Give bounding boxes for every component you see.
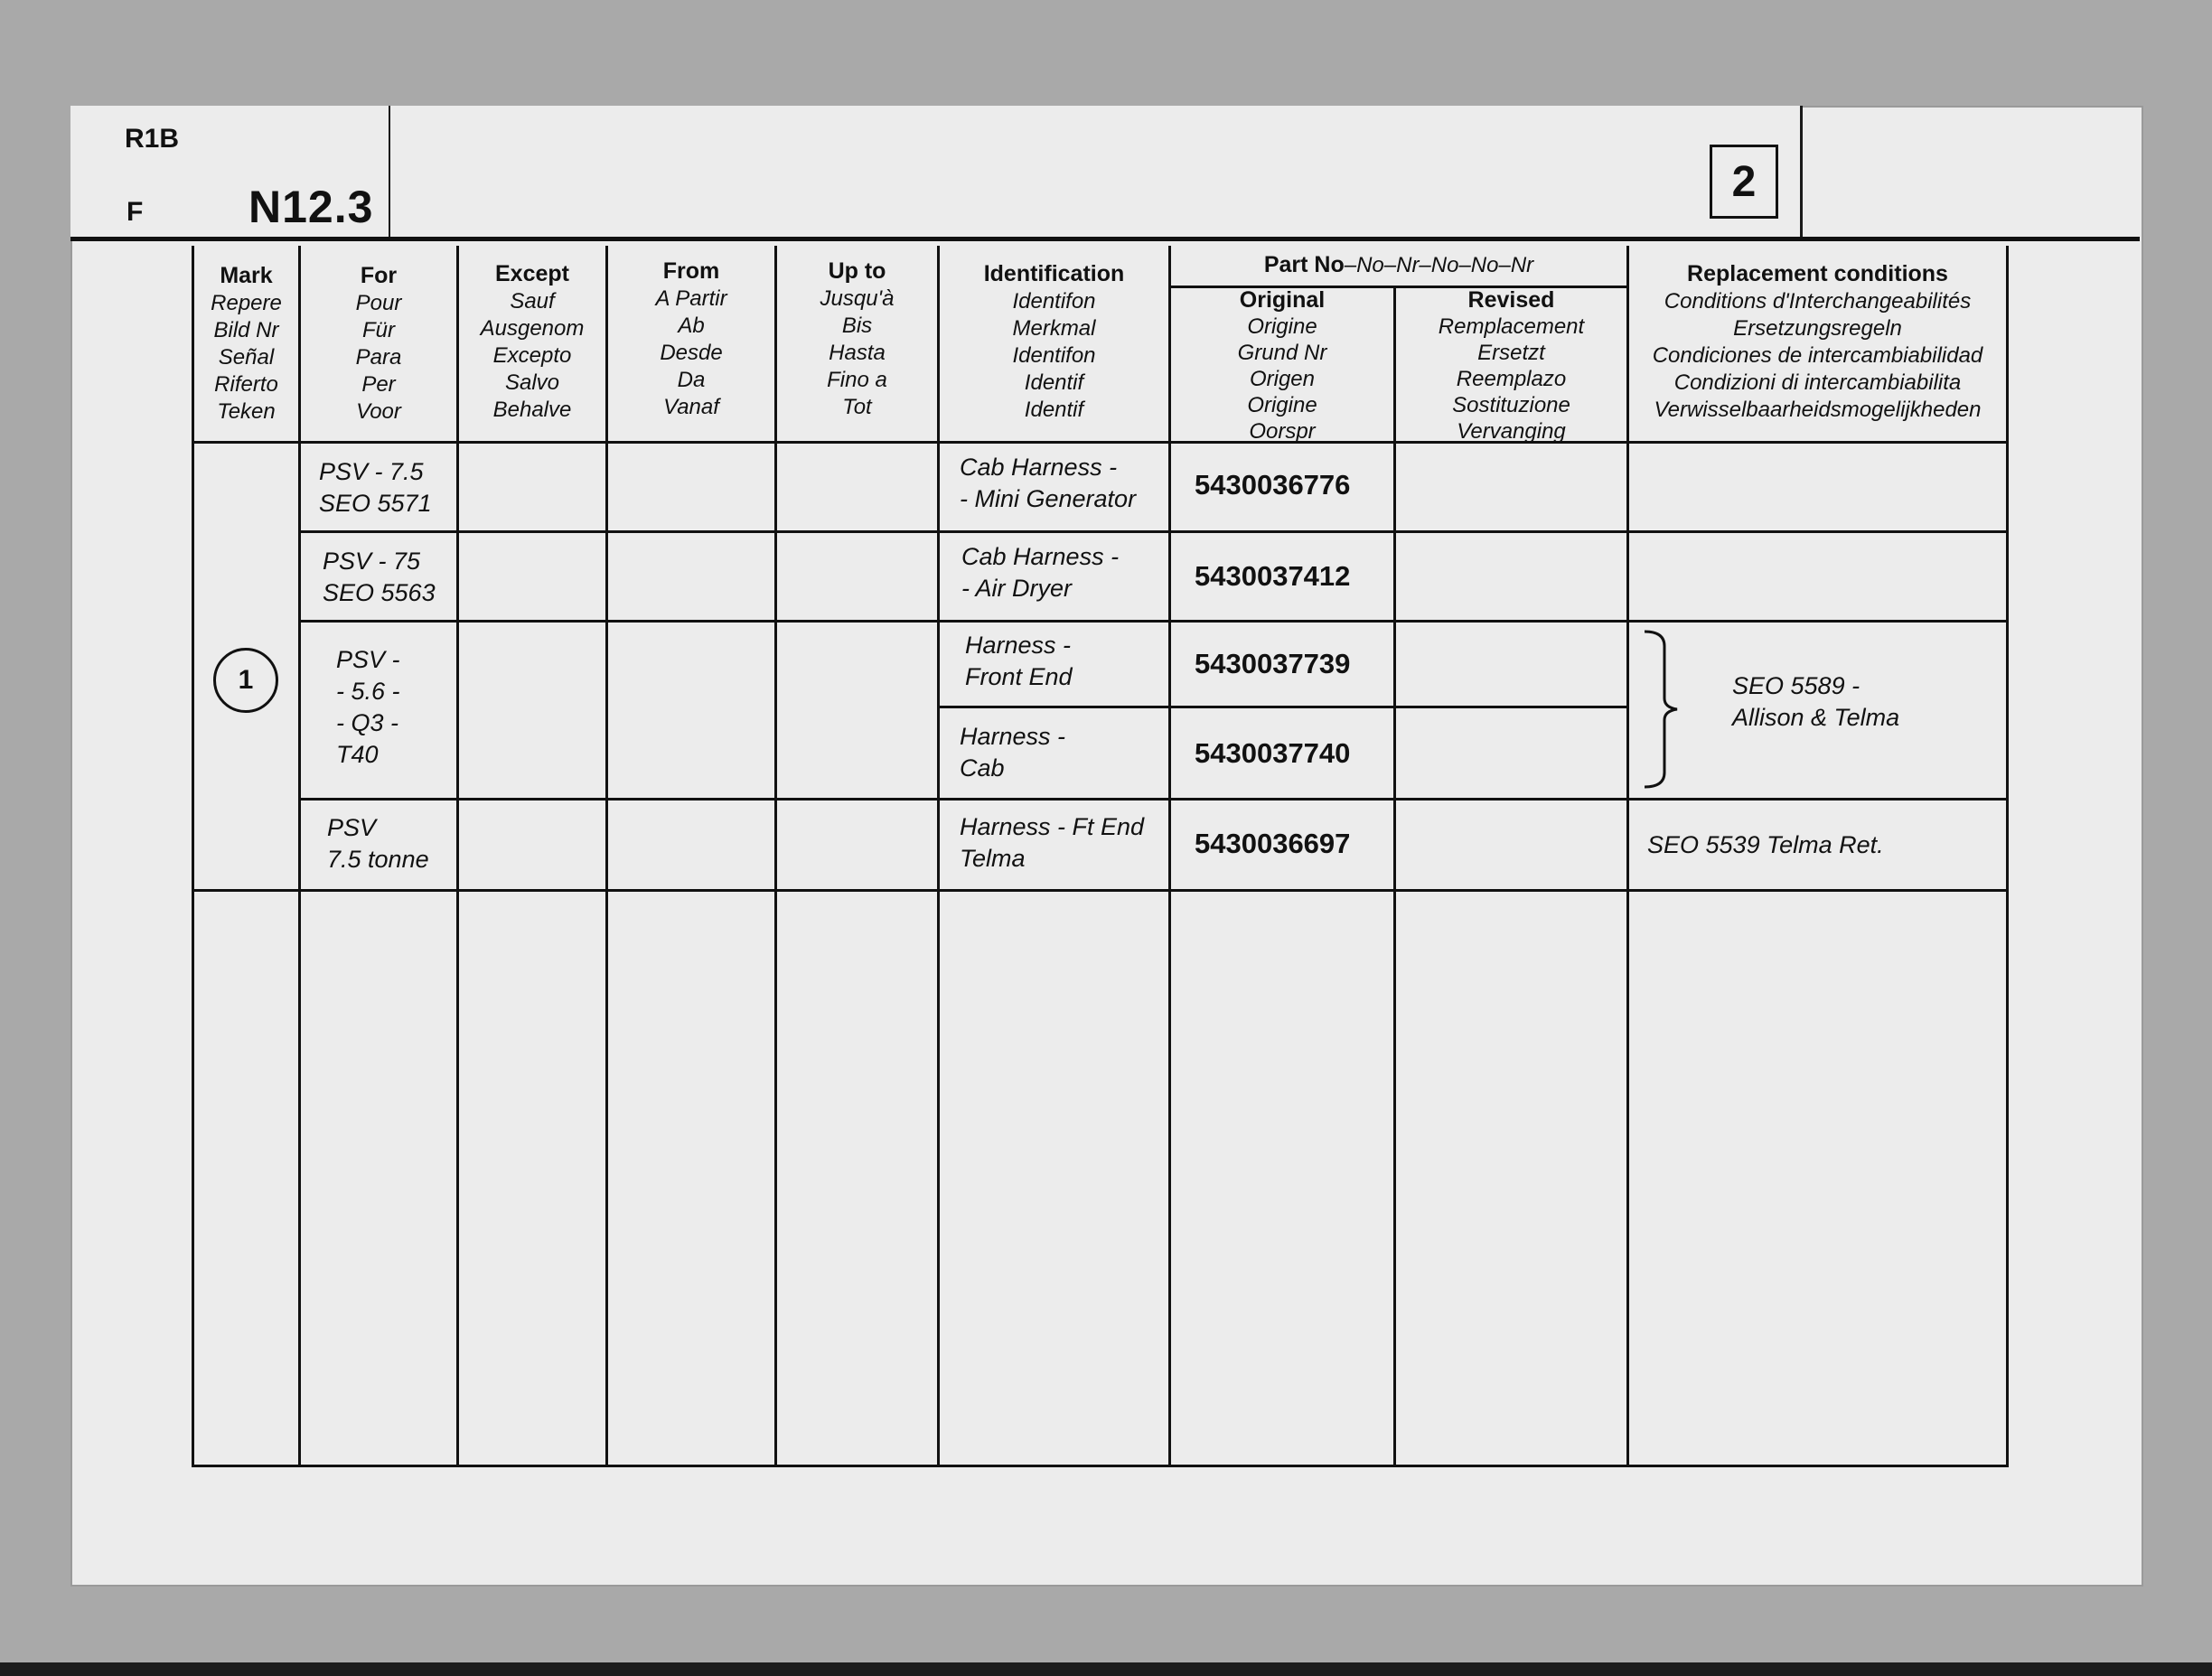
scan-edge [0, 1662, 2212, 1676]
table-bottom-rule [192, 1465, 2009, 1467]
row-1-identification: Cab Harness - - Mini Generator [960, 454, 1137, 512]
row-4-part-number: 5430037740 [1195, 737, 1351, 769]
col-header-for: For Pour Für Para Per Voor [355, 263, 402, 424]
header-title-box [390, 106, 1803, 241]
col-divider [456, 246, 459, 1467]
row-5-part-number: 5430036697 [1195, 828, 1351, 859]
section-number: N12.3 [248, 182, 374, 232]
col-header-identification: Identification Identifon Merkmal Identifon Identif Identif [983, 261, 1125, 422]
row-2-identification: Cab Harness - - Air Dryer [961, 543, 1120, 602]
row-rule [298, 798, 2009, 801]
table-border-right [2006, 246, 2009, 1467]
col-header-original: Original Origine Grund Nr Origen Origine Oorspr [1237, 287, 1327, 444]
col-divider [937, 246, 940, 1467]
col-header-upto: Up to Jusqu'à Bis Hasta Fino a Tot [820, 258, 895, 419]
row-2-part-number: 5430037412 [1195, 560, 1351, 592]
header-bottom-rule [192, 441, 2009, 444]
row-rule [298, 530, 2009, 533]
col-header-mark: Mark Repere Bild Nr Señal Riferto Teken [211, 263, 282, 424]
row-rule [937, 706, 1626, 708]
table-border-left [192, 246, 194, 1467]
mark-number-circle: 1 [213, 648, 278, 713]
row-1-for: PSV - 7.5 SEO 5571 [319, 458, 432, 517]
row-3-part-number: 5430037739 [1195, 648, 1351, 679]
col-header-revised: Revised Remplacement Ersetzt Reemplazo Sostituzione Vervanging [1438, 287, 1585, 444]
page-number: 2 [1710, 145, 1778, 219]
col-divider [298, 246, 301, 1467]
row-2-for: PSV - 75 SEO 5563 [323, 548, 436, 606]
col-header-partno: Part No–No–Nr–No–No–Nr [1263, 252, 1534, 277]
header-rule [70, 237, 2140, 241]
col-header-from: From A Partir Ab Desde Da Vanaf [655, 258, 727, 419]
grouped-replacement-condition: SEO 5589 - Allison & Telma [1732, 672, 1900, 731]
row-5-identification: Harness - Ft End Telma [960, 813, 1145, 872]
row-3-for: PSV - - 5.6 - - Q3 - T40 [336, 646, 400, 768]
col-header-replacement: Replacement conditions Conditions d'Interchangeabilités Ersetzungsregeln Condiciones de intercambiabilidad Condizioni di intercambiabilita Verwisselbaarheidsmogelijkheden [1652, 261, 1983, 422]
row-rule [298, 620, 2009, 623]
row-1-part-number: 5430036776 [1195, 469, 1351, 501]
doc-code: R1B [125, 124, 180, 154]
col-header-except: Except Sauf Ausgenom Excepto Salvo Behalve [480, 261, 585, 422]
col-divider [605, 246, 608, 1467]
row-5-replacement: SEO 5539 Telma Ret. [1647, 831, 1884, 858]
col-divider [774, 246, 777, 1467]
doc-letter: F [127, 197, 144, 227]
brace-icon [1637, 628, 1701, 791]
row-3-identification: Harness - Front End [965, 632, 1073, 690]
col-divider [1393, 287, 1396, 1467]
col-divider [1626, 246, 1629, 1467]
row-rule [192, 889, 2009, 892]
row-5-for: PSV 7.5 tonne [327, 814, 429, 873]
row-4-identification: Harness - Cab [960, 723, 1066, 782]
